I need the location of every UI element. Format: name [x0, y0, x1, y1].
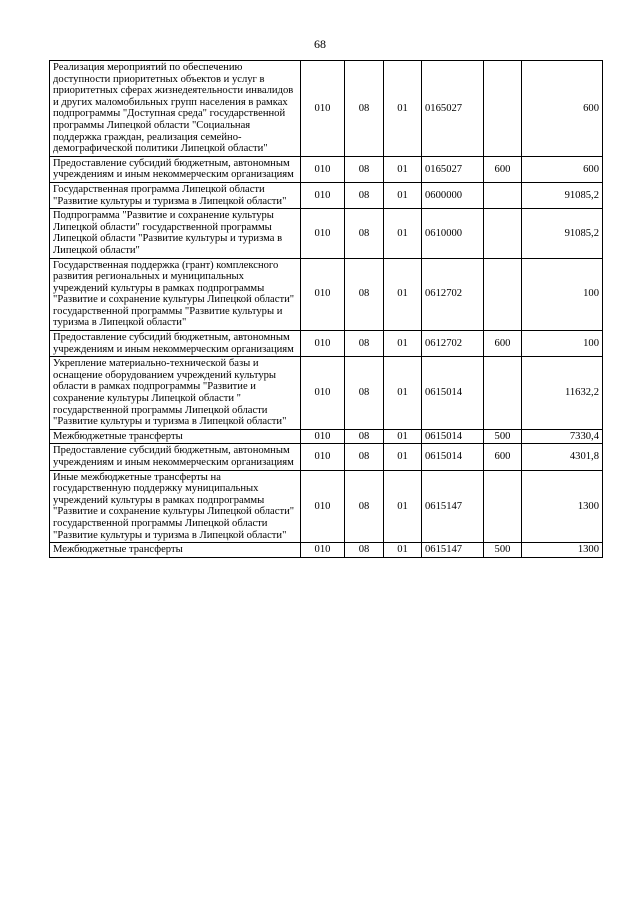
row-name-cell: Реализация мероприятий по обеспечению доступности приоритетных объектов и услуг в приоритетных сферах жизнедеятельности инвалидов и других маломобильных групп населения в рамках подпрограммы "Доступная среда" государственной программы Липецкой области "Социальная поддержка граждан, реализация семейно-демографической политики Липецкой области"	[50, 61, 301, 157]
table-row	[50, 258, 603, 331]
amount-cell: 1300	[522, 543, 603, 558]
target-article-cell: 0610000	[422, 209, 484, 258]
subsection-code-cell: 01	[384, 258, 422, 331]
table-row	[50, 429, 603, 444]
ministry-code-cell: 010	[301, 258, 345, 331]
table-row	[50, 357, 603, 430]
amount-cell: 1300	[522, 470, 603, 543]
amount-cell: 600	[522, 61, 603, 157]
section-code-cell: 08	[345, 543, 384, 558]
ministry-code-cell: 010	[301, 444, 345, 470]
amount-cell: 600	[522, 156, 603, 182]
ministry-code-cell: 010	[301, 209, 345, 258]
budget-table-body	[50, 61, 603, 558]
target-article-cell: 0612702	[422, 258, 484, 331]
budget-table	[49, 60, 603, 558]
table-row	[50, 156, 603, 182]
section-code-cell: 08	[345, 61, 384, 157]
ministry-code-cell: 010	[301, 182, 345, 208]
table-row	[50, 543, 603, 558]
subsection-code-cell: 01	[384, 61, 422, 157]
target-article-cell: 0615014	[422, 444, 484, 470]
section-code-cell: 08	[345, 182, 384, 208]
subsection-code-cell: 01	[384, 357, 422, 430]
table-row	[50, 470, 603, 543]
amount-cell: 7330,4	[522, 429, 603, 444]
section-code-cell: 08	[345, 156, 384, 182]
page-number: 68	[314, 37, 326, 51]
row-name-cell: Государственная поддержка (грант) комплексного развития региональных и муниципальных учреждений культуры в рамках подпрограммы "Развитие и сохранение культуры Липецкой области" государственной программы "Развитие культуры и туризма в Липецкой области"	[50, 258, 301, 331]
amount-cell: 4301,8	[522, 444, 603, 470]
ministry-code-cell: 010	[301, 470, 345, 543]
table-row	[50, 444, 603, 470]
row-name-cell: Межбюджетные трансферты	[50, 543, 301, 558]
expense-type-cell	[484, 357, 522, 430]
subsection-code-cell: 01	[384, 543, 422, 558]
section-code-cell: 08	[345, 444, 384, 470]
table-row	[50, 61, 603, 157]
section-code-cell: 08	[345, 331, 384, 357]
target-article-cell: 0165027	[422, 156, 484, 182]
row-name-cell: Предоставление субсидий бюджетным, автономным учреждениям и иным некоммерческим организациям	[50, 444, 301, 470]
row-name-cell: Государственная программа Липецкой области "Развитие культуры и туризма в Липецкой области"	[50, 182, 301, 208]
amount-cell: 100	[522, 331, 603, 357]
expense-type-cell: 600	[484, 156, 522, 182]
amount-cell: 11632,2	[522, 357, 603, 430]
amount-cell: 91085,2	[522, 182, 603, 208]
amount-cell: 100	[522, 258, 603, 331]
section-code-cell: 08	[345, 357, 384, 430]
expense-type-cell: 600	[484, 444, 522, 470]
expense-type-cell: 500	[484, 429, 522, 444]
expense-type-cell	[484, 258, 522, 331]
subsection-code-cell: 01	[384, 429, 422, 444]
row-name-cell: Межбюджетные трансферты	[50, 429, 301, 444]
ministry-code-cell: 010	[301, 543, 345, 558]
row-name-cell: Подпрограмма "Развитие и сохранение культуры Липецкой области" государственной программы Липецкой области "Развитие культуры и туризма в Липецкой области"	[50, 209, 301, 258]
ministry-code-cell: 010	[301, 331, 345, 357]
target-article-cell: 0615014	[422, 429, 484, 444]
subsection-code-cell: 01	[384, 209, 422, 258]
table-row	[50, 182, 603, 208]
target-article-cell: 0615147	[422, 470, 484, 543]
subsection-code-cell: 01	[384, 156, 422, 182]
row-name-cell: Предоставление субсидий бюджетным, автономным учреждениям и иным некоммерческим организациям	[50, 156, 301, 182]
table-row	[50, 209, 603, 258]
target-article-cell: 0615014	[422, 357, 484, 430]
expense-type-cell	[484, 61, 522, 157]
expense-type-cell	[484, 209, 522, 258]
section-code-cell: 08	[345, 470, 384, 543]
ministry-code-cell: 010	[301, 156, 345, 182]
subsection-code-cell: 01	[384, 444, 422, 470]
ministry-code-cell: 010	[301, 61, 345, 157]
table-row	[50, 331, 603, 357]
row-name-cell: Укрепление материально-технической базы и оснащение оборудованием учреждений культуры области в рамках подпрограммы "Развитие и сохранение культуры Липецкой области " государственной программы Липецкой области "Развитие культуры и туризма в Липецкой области"	[50, 357, 301, 430]
subsection-code-cell: 01	[384, 470, 422, 543]
row-name-cell: Иные межбюджетные трансферты на государственную поддержку муниципальных учреждений культуры в рамках подпрограммы "Развитие и сохранение культуры Липецкой области" государственной программы Липецкой области "Развитие культуры и туризма в Липецкой области"	[50, 470, 301, 543]
ministry-code-cell: 010	[301, 357, 345, 430]
amount-cell: 91085,2	[522, 209, 603, 258]
subsection-code-cell: 01	[384, 182, 422, 208]
expense-type-cell	[484, 182, 522, 208]
ministry-code-cell: 010	[301, 429, 345, 444]
target-article-cell: 0615147	[422, 543, 484, 558]
section-code-cell: 08	[345, 258, 384, 331]
expense-type-cell: 600	[484, 331, 522, 357]
section-code-cell: 08	[345, 209, 384, 258]
target-article-cell: 0165027	[422, 61, 484, 157]
target-article-cell: 0612702	[422, 331, 484, 357]
section-code-cell: 08	[345, 429, 384, 444]
expense-type-cell: 500	[484, 543, 522, 558]
subsection-code-cell: 01	[384, 331, 422, 357]
target-article-cell: 0600000	[422, 182, 484, 208]
row-name-cell: Предоставление субсидий бюджетным, автономным учреждениям и иным некоммерческим организациям	[50, 331, 301, 357]
expense-type-cell	[484, 470, 522, 543]
